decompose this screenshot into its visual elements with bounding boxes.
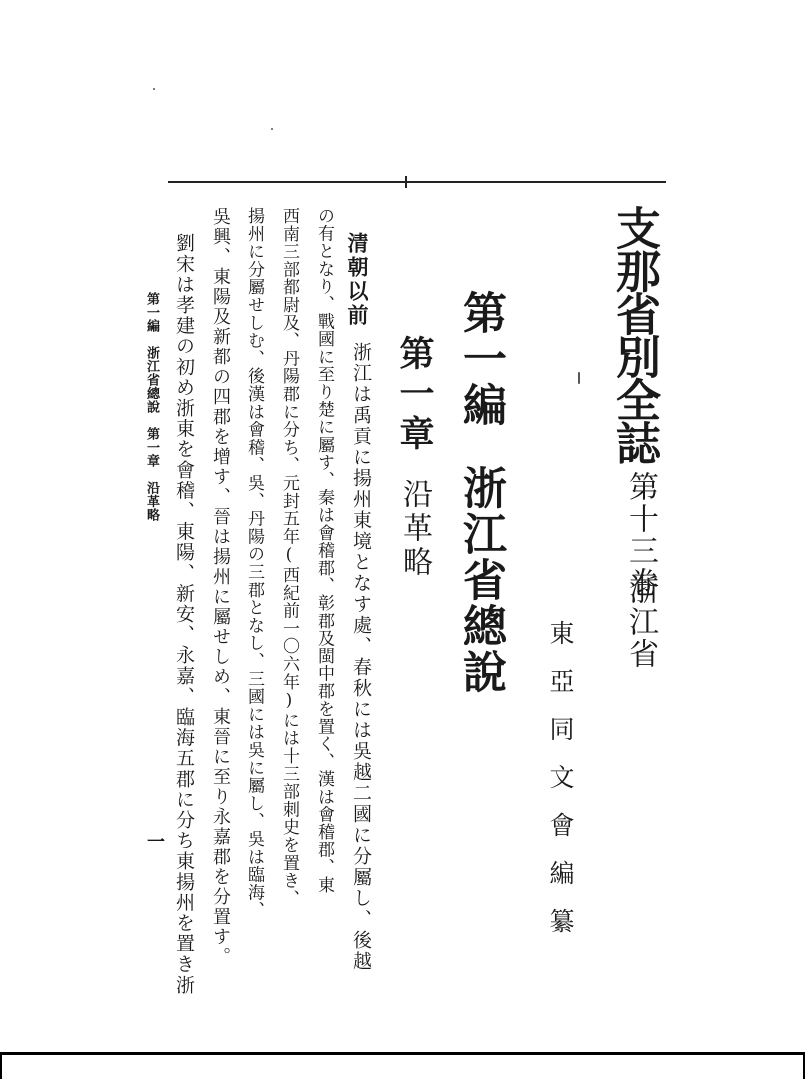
body-line-4: 揚州に分屬せしむ、後漢は會稽、吳、丹陽の三郡となし、三國には吳に屬し、吳は臨海、 — [244, 207, 264, 919]
body-line-5: 吳興、東陽及新都の四郡を增す、晉は揚州に屬せしめ、東晉に至り永嘉郡を分置す。 — [210, 207, 231, 967]
chapter-title: 沿革略 — [397, 478, 432, 580]
body-line-2: の有となり、戰國に至り楚に屬す、秦は會稽郡、彰郡及閩中郡を置く、漢は會稽郡、東 — [314, 207, 334, 894]
part-label: 第一編 — [455, 290, 506, 428]
body-line-3: 西南三部都尉及、丹陽郡に分ち、元封五年(西紀前一〇六年)には十三部刺史を置き、 — [279, 207, 299, 908]
book-province: 浙江省 — [623, 574, 658, 670]
next-page-frame-edge — [0, 1052, 805, 1079]
header-rule — [168, 181, 666, 183]
chapter-label: 第一章 — [394, 335, 435, 455]
section-heading: 清朝以前 — [345, 232, 370, 328]
book-volume: 第十三卷 — [623, 471, 658, 599]
header-rule-tick — [405, 176, 407, 188]
page-number: 一 — [144, 832, 165, 850]
scan-speck — [578, 372, 580, 384]
body-line-1: 浙江は禹貢に揚州東境となす處、春秋には吳越二國に分屬し、後越 — [350, 342, 372, 972]
part-title: 浙江省總說 — [455, 465, 506, 695]
body-line-6: 劉宋は孝建の初め浙東を會稽、東陽、新安、永嘉、臨海五郡に分ち東揚州を置き浙 — [173, 233, 195, 996]
scan-speck — [153, 88, 155, 90]
running-header: 第一編 浙江省總說 第一章 沿革略 — [144, 292, 159, 522]
editor-credit: 東亞同文會編纂 — [546, 620, 575, 956]
book-main-title: 支那省別全誌 — [608, 205, 661, 463]
scan-speck — [271, 128, 273, 130]
